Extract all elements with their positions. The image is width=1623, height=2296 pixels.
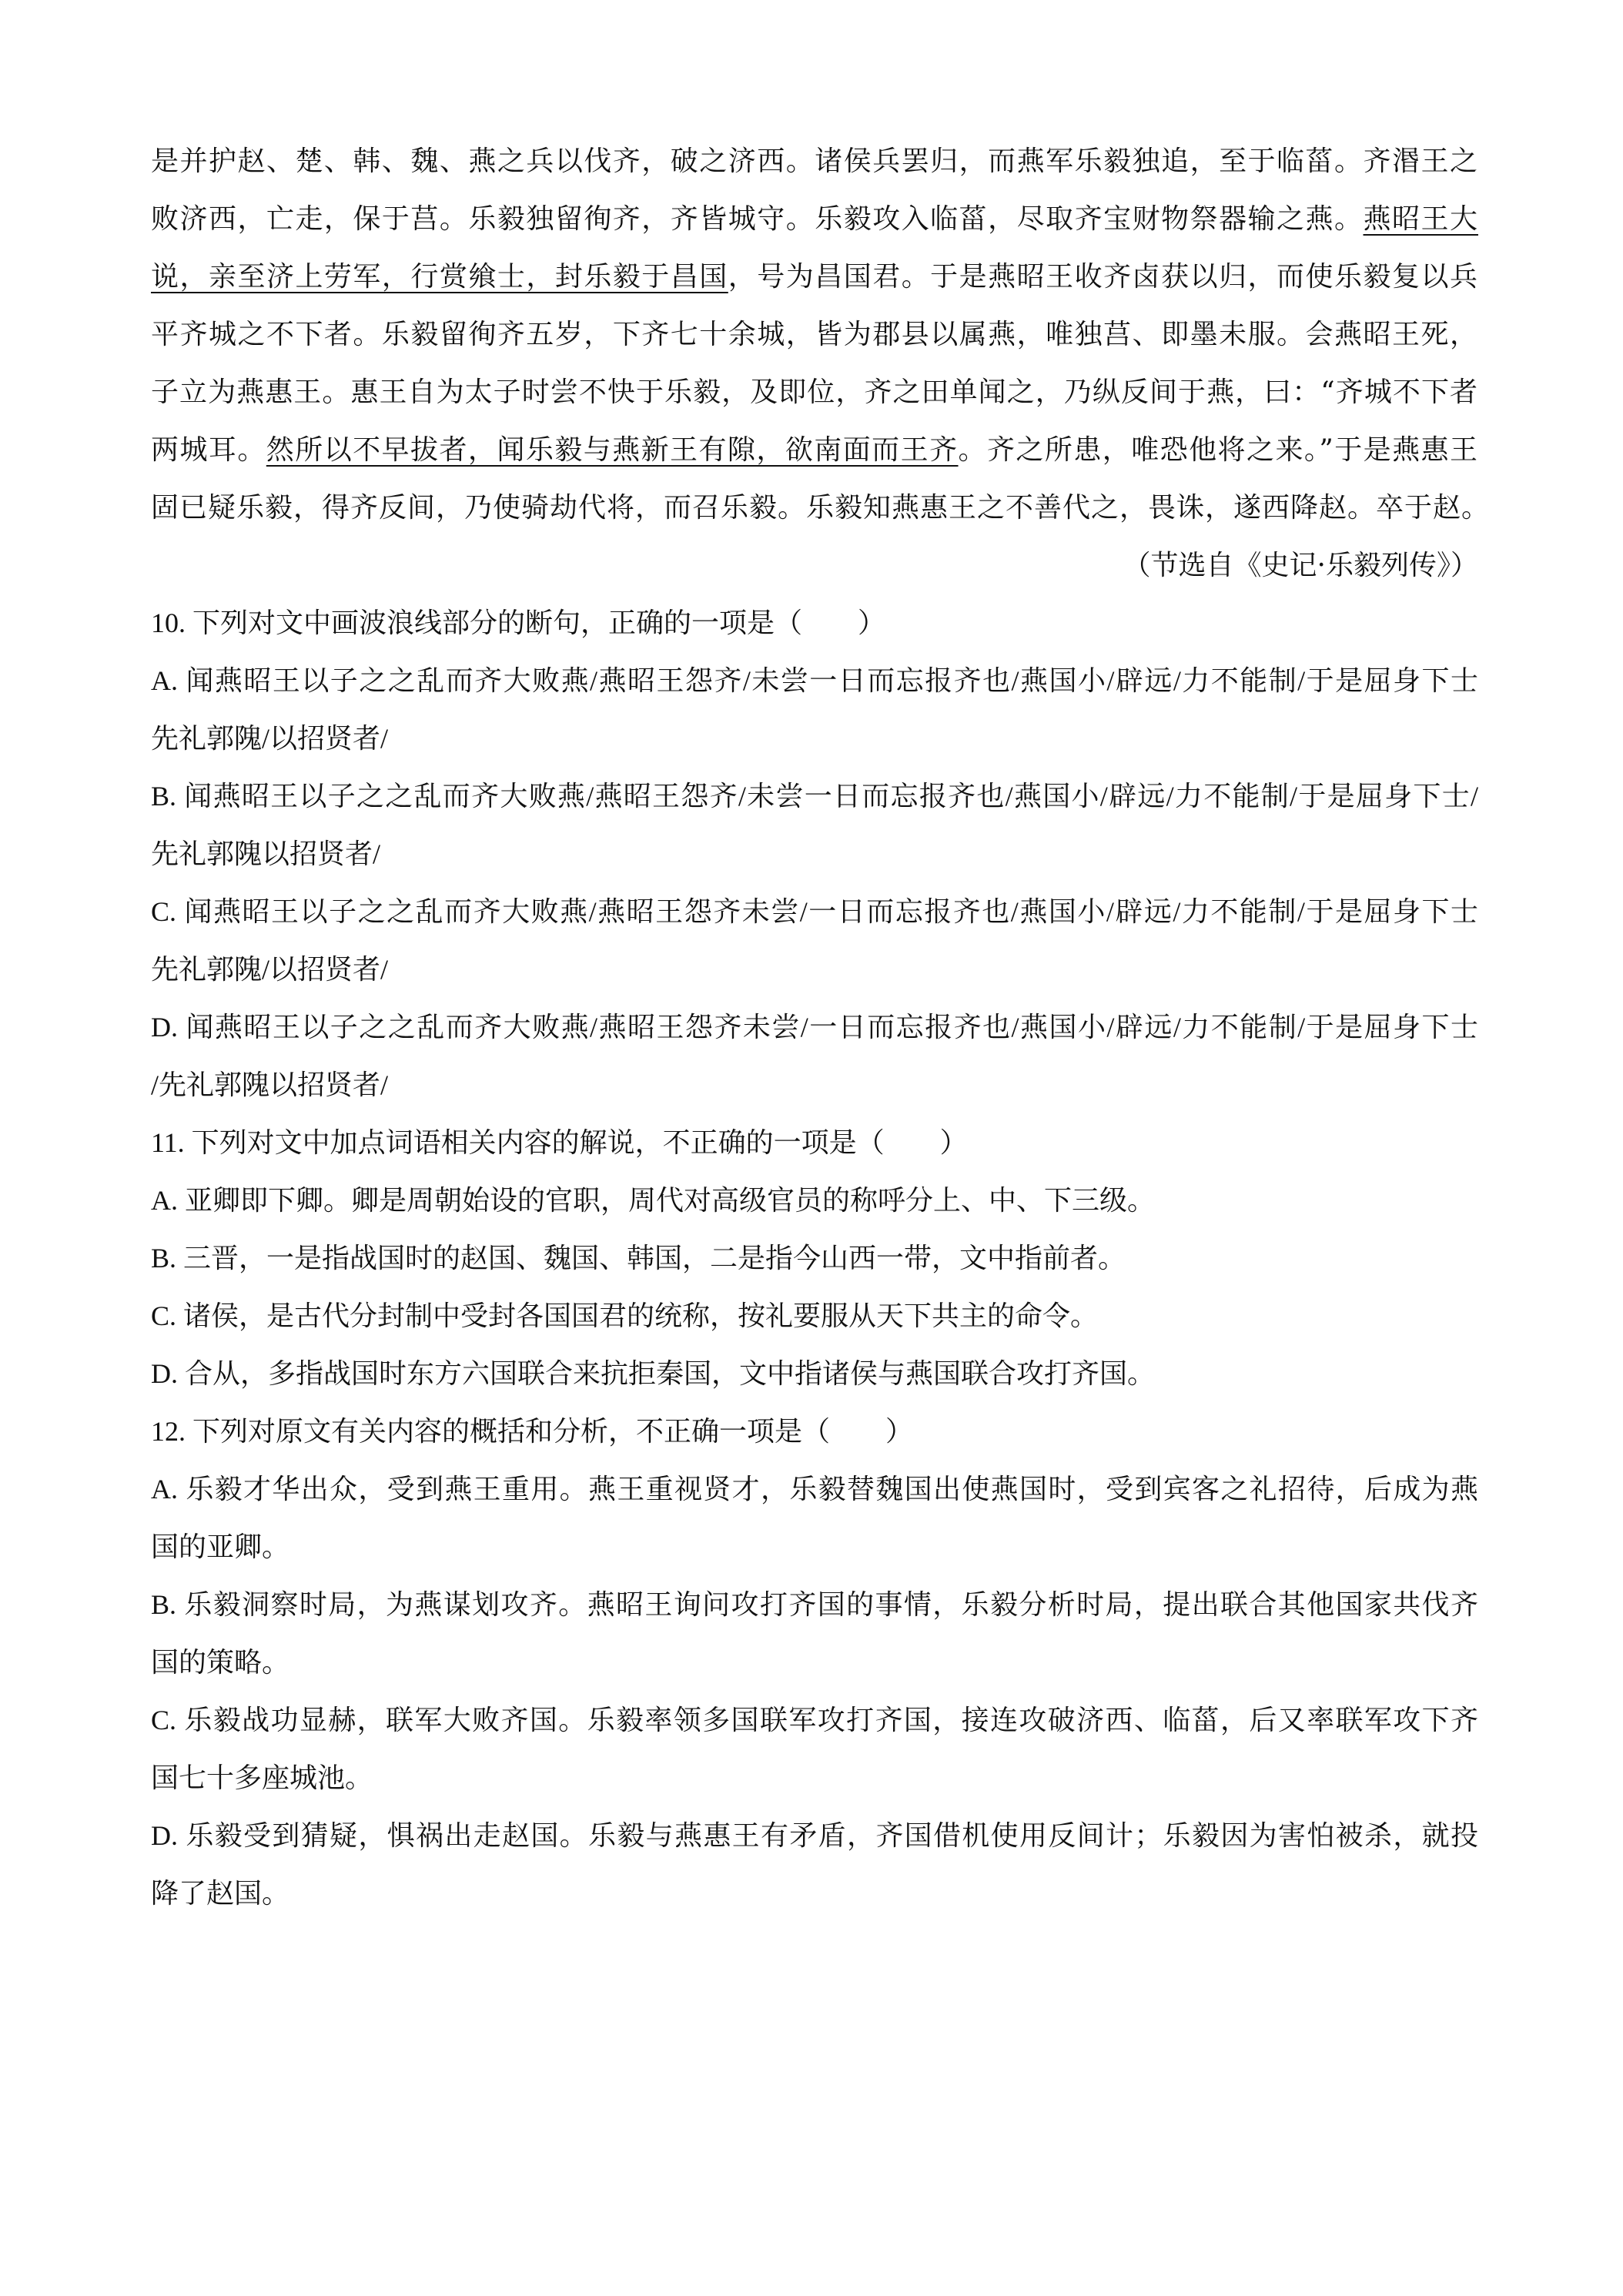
option-a[interactable]: A. 乐毅才华出众，受到燕王重用。燕王重视贤才，乐毅替魏国出使燕国时，受到宾客之礼招待，后成为燕 [151, 1474, 1478, 1504]
passage-line [151, 190, 1478, 248]
passage-line: 平齐城之不下者。乐毅留徇齐五岁，下齐七十余城，皆为郡县以属燕，唯独莒、即墨未服。会燕昭王死， [151, 319, 1478, 350]
question-10 [151, 594, 1478, 1114]
option-d[interactable]: D. 合从，多指战国时东方六国联合来抗拒秦国，文中指诸侯与燕国联合攻打齐国。 [151, 1358, 1155, 1389]
option-b[interactable]: B. 闻燕昭王以子之之乱而齐大败燕/燕昭王怨齐/未尝一日而忘报齐也/燕国小/辟远/力不能制/于是屈身下士/ [151, 781, 1478, 812]
option-a[interactable]: A. 闻燕昭王以子之之乱而齐大败燕/燕昭王怨齐/未尝一日而忘报齐也/燕国小/辟远/力不能制/于是屈身下士 [151, 665, 1478, 696]
option-c[interactable]: C. 闻燕昭王以子之之乱而齐大败燕/燕昭王怨齐未尝/一日而忘报齐也/燕国小/辟远/力不能制/于是屈身下士 [151, 896, 1478, 927]
document-page [151, 132, 1491, 1923]
passage-text: 败济西，亡走，保于莒。乐毅独留徇齐，齐皆城守。乐毅攻入临菑，尽取齐宝财物祭器输之燕。 [151, 203, 1364, 235]
passage-line: 子立为燕惠王。惠王自为太子时尝不快于乐毅，及即位，齐之田单闻之，乃纵反间于燕，曰：“齐城不下者 [151, 377, 1478, 408]
underlined-text: 然所以不早拔者，闻乐毅与燕新王有隙，欲南面而王齐 [266, 434, 959, 466]
passage-text: ，号为昌国君。于是燕昭王收齐卤获以归，而使乐毅复以兵 [728, 261, 1478, 293]
option-c[interactable]: C. 诸侯，是古代分封制中受封各国国君的统称，按礼要服从天下共主的命令。 [151, 1300, 1099, 1331]
question-stem: 10. 下列对文中画波浪线部分的断句，正确的一项是（ ） [151, 607, 886, 638]
option-c[interactable]: C. 乐毅战功显赫，联军大败齐国。乐毅率领多国联军攻打齐国，接连攻破济西、临菑，后又率联军攻下齐 [151, 1705, 1478, 1735]
question-stem: 12. 下列对原文有关内容的概括和分析，不正确一项是（ ） [151, 1416, 914, 1447]
option-d[interactable]: D. 闻燕昭王以子之之乱而齐大败燕/燕昭王怨齐未尝/一日而忘报齐也/燕国小/辟远/力不能制/于是屈身下士 [151, 1012, 1478, 1043]
question-11 [151, 1114, 1478, 1403]
option-a-continued: 国的亚卿。 [151, 1531, 290, 1562]
passage-line: 固已疑乐毅，得齐反间，乃使骑劫代将，而召乐毅。乐毅知燕惠王之不善代之，畏诛，遂西降赵。卒于赵。 [151, 492, 1491, 524]
option-d[interactable]: D. 乐毅受到猜疑，惧祸出走赵国。乐毅与燕惠王有矛盾，齐国借机使用反间计；乐毅因为害怕被杀，就投 [151, 1820, 1478, 1851]
option-a[interactable]: A. 亚卿即下卿。卿是周朝始设的官职，周代对高级官员的称呼分上、中、下三级。 [151, 1185, 1155, 1216]
question-stem: 11. 下列对文中加点词语相关内容的解说，不正确的一项是（ ） [151, 1127, 968, 1158]
passage-text: 两城耳。 [151, 434, 266, 466]
passage-source: （节选自《史记·乐毅列传》） [1123, 550, 1478, 581]
option-c-continued: 国七十多座城池。 [151, 1762, 373, 1793]
passage-line [151, 248, 1478, 306]
passage-text: 。齐之所患，唯恐他将之来。”于是燕惠王 [958, 434, 1478, 466]
question-12 [151, 1403, 1478, 1923]
passage-line [151, 421, 1478, 479]
option-c-continued: 先礼郭隗/以招贤者/ [151, 954, 389, 985]
option-d-continued: 降了赵国。 [151, 1878, 290, 1909]
underlined-text: 燕昭王大 [1363, 203, 1478, 235]
option-b-continued: 先礼郭隗以招贤者/ [151, 838, 381, 869]
option-a-continued: 先礼郭隗/以招贤者/ [151, 723, 389, 754]
passage-line: 是并护赵、楚、韩、魏、燕之兵以伐齐，破之济西。诸侯兵罢归，而燕军乐毅独追，至于临菑。齐湣王之 [151, 146, 1478, 177]
option-b[interactable]: B. 三晋，一是指战国时的赵国、魏国、韩国，二是指今山西一带，文中指前者。 [151, 1243, 1126, 1274]
underlined-text: 说，亲至济上劳军，行赏飨士，封乐毅于昌国 [151, 261, 728, 293]
option-b-continued: 国的策略。 [151, 1647, 290, 1678]
option-d-continued: /先礼郭隗以招贤者/ [151, 1069, 389, 1100]
classical-passage [151, 132, 1491, 594]
option-b[interactable]: B. 乐毅洞察时局，为燕谋划攻齐。燕昭王询问攻打齐国的事情，乐毅分析时局，提出联合其他国家共伐齐 [151, 1589, 1478, 1620]
